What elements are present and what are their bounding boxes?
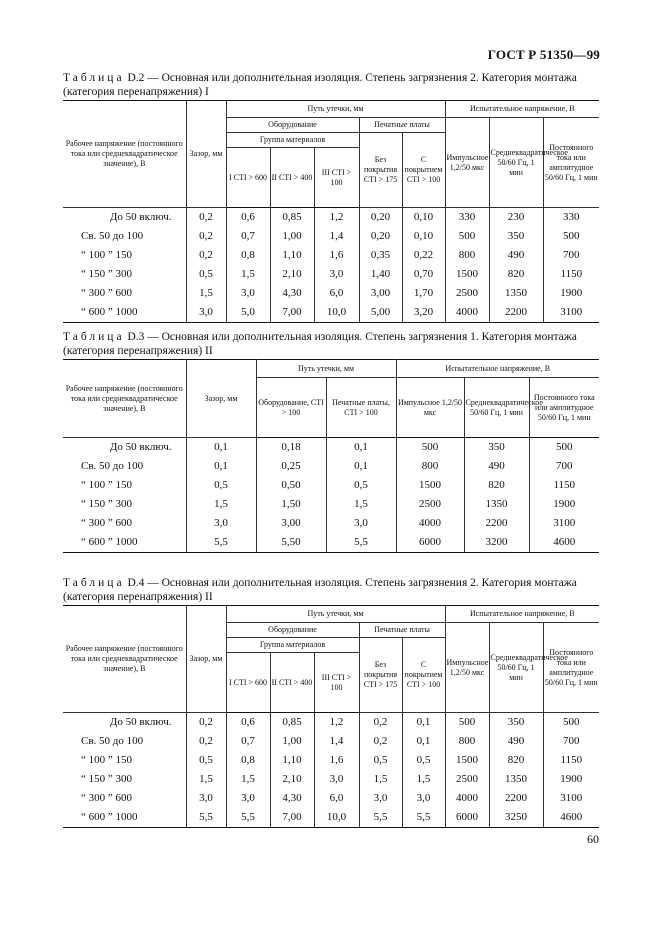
table-cell: 0,2 [186,208,226,228]
header-group-1: I CTI > 600 [226,148,270,208]
table-cell: 800 [445,732,489,751]
header-equipment: Оборудование [226,623,359,638]
table-cell: 5,5 [402,808,445,828]
table-cell: 5,5 [326,533,396,553]
table-cell: 500 [445,713,489,733]
table-cell: 0,20 [359,208,402,228]
table-cell: 5,5 [186,533,256,553]
table-cell: 3,0 [314,770,359,789]
table-cell: 0,1 [402,713,445,733]
table-cell: 7,00 [270,808,314,828]
table-cell: 2,10 [270,265,314,284]
table-header [63,101,599,208]
table-cell: 5,50 [256,533,326,553]
table-cell: 1,10 [270,246,314,265]
table-row [63,751,599,770]
table-cell: 0,7 [226,732,270,751]
table-cell: 1,50 [256,495,326,514]
table-cell: 1,40 [359,265,402,284]
caption-text: D.2 — Основная или дополнительная изоляция. Степень загрязнения 2. Категория монтажа (категория перенапряжения) I [63,72,577,98]
header-gap: Зазор, мм [186,101,226,208]
table-cell: 0,35 [359,246,402,265]
table-cell: 0,25 [256,457,326,476]
table-cell: 5,0 [226,303,270,323]
table-cell: 1,5 [359,770,402,789]
table-cell: 3,0 [402,789,445,808]
table-caption-d2 [63,71,599,99]
table-cell: 1,5 [226,770,270,789]
row-label: “ 300 ” 600 [63,284,186,303]
table-cell: 3,0 [226,284,270,303]
table-cell: 1,4 [314,732,359,751]
table-cell: 10,0 [314,303,359,323]
table-cell: 5,5 [226,808,270,828]
table-cell: 6000 [445,808,489,828]
table-cell: 800 [396,457,464,476]
table-cell: 0,10 [402,208,445,228]
table-cell: 500 [529,438,599,458]
header-test-voltage: Испытательное напряжение, В [396,360,599,378]
table-cell: 5,00 [359,303,402,323]
table-cell: 820 [489,751,543,770]
header-dc: Постоянного тока или амплитудное 50/60 Гц, 1 мин [543,623,599,713]
table-cell: 1500 [396,476,464,495]
table-row [63,732,599,751]
row-label: “ 600 ” 1000 [63,808,186,828]
row-label: “ 100 ” 150 [63,476,186,495]
table-cell: 2200 [464,514,529,533]
table-cell: 490 [489,246,543,265]
table-cell: 2200 [489,789,543,808]
header-impulse: Импульсное 1,2/50 мкс [445,118,489,208]
table-cell: 1900 [529,495,599,514]
table-cell: 2500 [396,495,464,514]
table-cell: 1150 [543,751,599,770]
table-cell: 1,5 [402,770,445,789]
table-cell: 1350 [489,284,543,303]
header-group-2: II CTI > 400 [270,148,314,208]
table-cell: 3,0 [186,303,226,323]
table-cell: 0,10 [402,227,445,246]
table-cell: 490 [489,732,543,751]
table-cell: 3,0 [326,514,396,533]
table-cell: 0,1 [326,438,396,458]
table-cell: 0,5 [186,265,226,284]
table-cell: 1,70 [402,284,445,303]
table-cell: 7,00 [270,303,314,323]
table-cell: 0,2 [186,713,226,733]
table-cell: 0,18 [256,438,326,458]
header-group-3: III CTI > 100 [314,653,359,713]
table-row [63,770,599,789]
row-label: До 50 включ. [63,208,186,228]
table-cell: 820 [464,476,529,495]
table-row [63,495,599,514]
table-header [63,606,599,713]
table-cell: 500 [445,227,489,246]
header-gap: Зазор, мм [186,360,256,438]
table-cell: 3100 [543,789,599,808]
table-cell: 2500 [445,770,489,789]
table-cell: 4600 [543,808,599,828]
header-group-3: III CTI > 100 [314,148,359,208]
table-row [63,713,599,733]
header-test-voltage: Испытательное напряжение, В [445,606,599,623]
table-cell: 4000 [396,514,464,533]
table-row [63,303,599,323]
table-cell: 0,2 [359,732,402,751]
table-caption-d3 [63,330,599,358]
header-creepage: Путь утечки, мм [256,360,396,378]
table-cell: 0,2 [359,713,402,733]
header-material-group: Группа материалов [226,133,359,148]
table-cell: 700 [543,246,599,265]
header-voltage: Рабочее напряжение (постоянного тока или среднеквадратическое значение), В [63,606,186,713]
table-cell: 3100 [543,303,599,323]
row-label: “ 150 ” 300 [63,495,186,514]
table-cell: 1150 [529,476,599,495]
table-cell: 5,5 [359,808,402,828]
table-cell: 0,70 [402,265,445,284]
row-label: До 50 включ. [63,438,186,458]
table-cell: 500 [543,713,599,733]
table-row [63,208,599,228]
table-cell: 0,5 [359,751,402,770]
table-cell: 1,6 [314,246,359,265]
header-test-voltage: Испытательное напряжение, В [445,101,599,118]
table-body [63,208,599,323]
table-cell: 820 [489,265,543,284]
table-cell: 350 [489,227,543,246]
table-cell: 0,8 [226,246,270,265]
table-caption-d4 [63,576,599,604]
table-cell: 1500 [445,751,489,770]
row-label: “ 300 ” 600 [63,514,186,533]
table-cell: 0,2 [186,732,226,751]
table-cell: 0,1 [186,457,256,476]
row-label: “ 150 ” 300 [63,265,186,284]
table-cell: 6,0 [314,789,359,808]
header-voltage: Рабочее напряжение (постоянного тока или среднеквадратическое значение), В [63,360,186,438]
table-body [63,713,599,828]
table-cell: 1,5 [186,770,226,789]
table-cell: 6,0 [314,284,359,303]
caption-word: Таблица [63,577,125,589]
header-pcb: Печатные платы [359,118,445,133]
table-cell: 1350 [464,495,529,514]
header-creepage: Путь утечки, мм [226,101,445,118]
table-cell: 0,2 [186,227,226,246]
table-cell: 700 [543,732,599,751]
table-row [63,808,599,828]
header-impulse: Импульсное 1,2/50 мкс [445,623,489,713]
table-cell: 0,22 [402,246,445,265]
header-equipment: Оборудование [226,118,359,133]
table-cell: 0,2 [186,246,226,265]
table-d4 [63,605,599,828]
caption-text: D.3 — Основная или дополнительная изоляция. Степень загрязнения 1. Категория монтажа (категория перенапряжения) II [63,331,577,357]
header-pcb: Печатные платы, CTI > 100 [326,378,396,438]
header-pcb: Печатные платы [359,623,445,638]
table-cell: 3100 [529,514,599,533]
table-cell: 500 [396,438,464,458]
table-cell: 3200 [464,533,529,553]
table-cell: 0,5 [326,476,396,495]
header-pcb-bare: Без покрытия CTI > 175 [359,133,402,208]
table-cell: 0,85 [270,713,314,733]
table-cell: 1500 [445,265,489,284]
row-label: Св. 50 до 100 [63,457,186,476]
table-row [63,457,599,476]
caption-word: Таблица [63,331,125,343]
table-cell: 490 [464,457,529,476]
table-cell: 0,7 [226,227,270,246]
header-rms: Среднеквадратическое 50/60 Гц, 1 мин [489,623,543,713]
row-label: До 50 включ. [63,713,186,733]
table-cell: 1,6 [314,751,359,770]
row-label: Св. 50 до 100 [63,227,186,246]
table-cell: 3250 [489,808,543,828]
header-equipment: Оборудование, CTI > 100 [256,378,326,438]
table-cell: 4,30 [270,284,314,303]
table-cell: 4600 [529,533,599,553]
table-row [63,789,599,808]
table-row [63,265,599,284]
table-row [63,476,599,495]
table-cell: 3,0 [186,789,226,808]
row-label: “ 150 ” 300 [63,770,186,789]
table-body [63,438,599,553]
table-cell: 3,00 [256,514,326,533]
table-cell: 0,5 [186,751,226,770]
header-creepage: Путь утечки, мм [226,606,445,623]
table-cell: 1,4 [314,227,359,246]
header-impulse: Импульсное 1,2/50 мкс [396,378,464,438]
table-cell: 230 [489,208,543,228]
table-cell: 3,00 [359,284,402,303]
table-cell: 1,5 [186,495,256,514]
table-cell: 1,2 [314,713,359,733]
table-cell: 330 [445,208,489,228]
table-cell: 0,1 [186,438,256,458]
table-cell: 350 [464,438,529,458]
table-cell: 3,0 [226,789,270,808]
document-code: ГОСТ Р 51350—99 [487,47,600,62]
table-cell: 500 [543,227,599,246]
table-cell: 1900 [543,284,599,303]
header-voltage: Рабочее напряжение (постоянного тока или среднеквадратическое значение), В [63,101,186,208]
table-cell: 4,30 [270,789,314,808]
header-rms: Среднеквадратическое 50/60 Гц, 1 мин [489,118,543,208]
caption-text: D.4 — Основная или дополнительная изоляция. Степень загрязнения 2. Категория монтажа (категория перенапряжения) II [63,577,577,603]
table-cell: 1350 [489,770,543,789]
header-pcb-coated: С покрытием CTI > 100 [402,638,445,713]
table-cell: 2200 [489,303,543,323]
table-cell: 0,5 [186,476,256,495]
table-cell: 1,10 [270,751,314,770]
table-row [63,284,599,303]
row-label: “ 300 ” 600 [63,789,186,808]
table-cell: 0,50 [256,476,326,495]
table-cell: 1,5 [326,495,396,514]
table-cell: 3,0 [359,789,402,808]
table-cell: 4000 [445,789,489,808]
table-cell: 4000 [445,303,489,323]
table-cell: 1,2 [314,208,359,228]
table-cell: 10,0 [314,808,359,828]
table-row [63,438,599,458]
caption-word: Таблица [63,72,125,84]
table-cell: 6000 [396,533,464,553]
table-cell: 2500 [445,284,489,303]
table-cell: 0,1 [402,732,445,751]
header-group-1: I CTI > 600 [226,653,270,713]
table-row [63,227,599,246]
table-cell: 3,0 [314,265,359,284]
header-pcb-coated: С покрытием CTI > 100 [402,133,445,208]
row-label: “ 600 ” 1000 [63,303,186,323]
header-dc: Постоянного тока или амплитудное 50/60 Гц, 1 мин [543,118,599,208]
header-dc: Постоянного тока или амплитудное 50/60 Гц, 1 мин [529,378,599,438]
row-label: “ 100 ” 150 [63,246,186,265]
row-label: “ 600 ” 1000 [63,533,186,553]
table-cell: 0,20 [359,227,402,246]
table-cell: 0,85 [270,208,314,228]
table-cell: 330 [543,208,599,228]
table-cell: 3,20 [402,303,445,323]
table-row [63,514,599,533]
header-material-group: Группа материалов [226,638,359,653]
table-row [63,246,599,265]
row-label: “ 100 ” 150 [63,751,186,770]
table-cell: 3,0 [186,514,256,533]
table-cell: 5,5 [186,808,226,828]
table-cell: 1150 [543,265,599,284]
table-d2 [63,100,599,323]
table-cell: 1,00 [270,732,314,751]
table-cell: 1,5 [186,284,226,303]
table-d3 [63,359,599,553]
header-group-2: II CTI > 400 [270,653,314,713]
header-gap: Зазор, мм [186,606,226,713]
table-cell: 1,5 [226,265,270,284]
row-label: Св. 50 до 100 [63,732,186,751]
table-cell: 0,8 [226,751,270,770]
header-pcb-bare: Без покрытия CTI > 175 [359,638,402,713]
table-header [63,360,599,438]
table-row [63,533,599,553]
table-cell: 0,1 [326,457,396,476]
table-cell: 2,10 [270,770,314,789]
table-cell: 0,5 [402,751,445,770]
table-cell: 350 [489,713,543,733]
table-cell: 0,6 [226,208,270,228]
table-cell: 1900 [543,770,599,789]
table-cell: 700 [529,457,599,476]
page-number: 60 [587,832,599,846]
table-cell: 800 [445,246,489,265]
table-cell: 0,6 [226,713,270,733]
table-cell: 1,00 [270,227,314,246]
header-rms: Среднеквадратическое 50/60 Гц, 1 мин [464,378,529,438]
